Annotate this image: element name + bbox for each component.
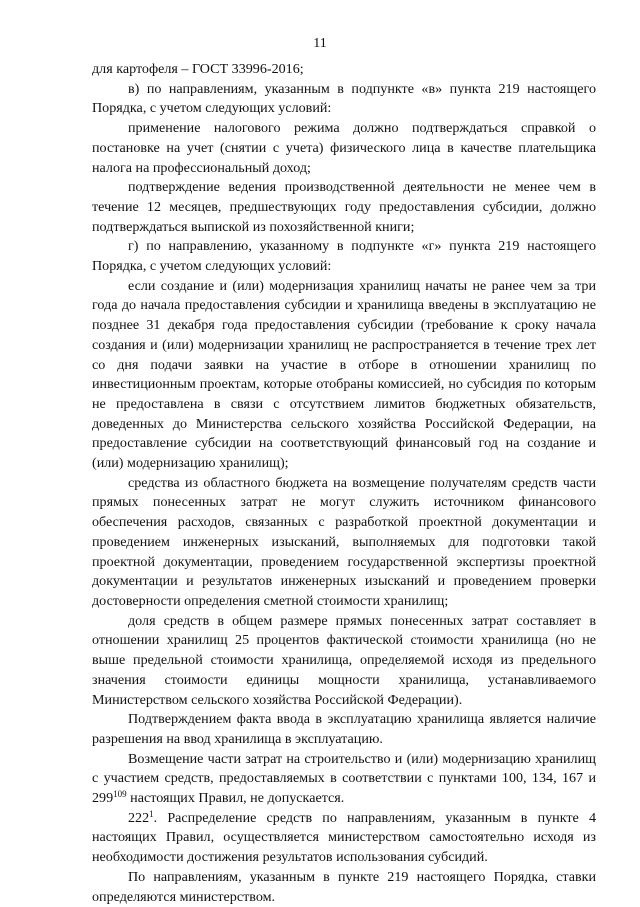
document-body: [92, 60, 596, 907]
paragraph-tax-regime: применение налогового режима должно подтверждаться справкой о постановке на учет (снятии с учета) физического лица в качестве плательщика налога на профессиональный доход;: [92, 120, 596, 176]
footnote-ref-109: 109: [113, 789, 127, 800]
reimbursement-text-end: настоящих Правил, не допускается.: [126, 790, 345, 807]
clause-number-222: 222: [128, 809, 150, 826]
paragraph-cost-share: доля средств в общем размере прямых понесенных затрат составляет в отношении хранилищ 25 процентов фактической стоимости хранилища (но не выше предельной стоимости хранилища, определяемой исходя из предельного значения стоимости единицы мощности хранилища, устанавливаемого Министерством сельского хозяйства Российской Федерации).: [92, 612, 596, 708]
page-number: 11: [313, 36, 327, 51]
paragraph-potato-gost: для картофеля – ГОСТ 33996-2016;: [92, 61, 304, 77]
paragraph-rates: По направлениям, указанным в пункте 219 настоящего Порядка, ставки определяются министерством.: [92, 868, 596, 905]
clause-superscript-1: 1: [149, 808, 154, 819]
paragraph-item-v: в) по направлениям, указанным в подпункте «в» пункта 219 настоящего Порядка, с учетом следующих условий:: [92, 80, 596, 117]
clause-222-1-text: . Распределение средств по направлениям, указанным в пункте 4 настоящих Правил, осуществляется министерством самостоятельно исходя из необходимости достижения результатов использования субсидий.: [92, 809, 596, 866]
paragraph-commissioning-proof: Подтверждением факта ввода в эксплуатацию хранилища является наличие разрешения на ввод хранилища в эксплуатацию.: [92, 711, 596, 747]
paragraph-storage-creation: если создание и (или) модернизация хранилищ начаты не ранее чем за три года до начала предоставления субсидии и хранилища введены в эксплуатацию не позднее 31 декабря года предоставления субсидии (требование к сроку начала создания и (или) модернизации хранилищ не распространяется в течение трех лет со дня подачи заявки на участие в отборе в отношении хранилищ по инвестиционным проектам, которые отобраны комиссией, но субсидия по которым не предоставлена в связи с отсутствием лимитов бюджетных обязательств, доведенных до Министерства сельского хозяйства Российской Федерации, на предоставление субсидии на соответствующий финансовый год на создание и (или) модернизацию хранилищ);: [92, 277, 596, 472]
paragraph-222-1: [92, 809, 596, 868]
paragraph-reimbursement-restriction: [92, 750, 596, 809]
paragraph-production-activity: подтверждение ведения производственной деятельности не менее чем в течение 12 месяцев, предшествующих году предоставления субсидии, должно подтверждаться выпиской из похозяйственной книги;: [92, 179, 596, 235]
reimbursement-text-start: Возмещение части затрат на строительство и (или) модернизацию хранилищ с участием средств, предоставляемых в соответствии с пунктами 100, 134, 167 и 299: [92, 750, 596, 807]
paragraph-item-g: г) по направлению, указанному в подпункте «г» пункта 219 настоящего Порядка, с учетом следующих условий:: [92, 238, 596, 275]
paragraph-regional-budget: средства из областного бюджета на возмещение получателям средств части прямых понесенных затрат не могут служить источником финансового обеспечения расходов, связанных с разработкой проектной документации и проведением инженерных изысканий, выполняемых для подготовки такой проектной документации, проведением государственной экспертизы проектной документации и результатов инженерных изысканий и проведением проверки достоверности определения сметной стоимости хранилищ;: [92, 474, 596, 609]
